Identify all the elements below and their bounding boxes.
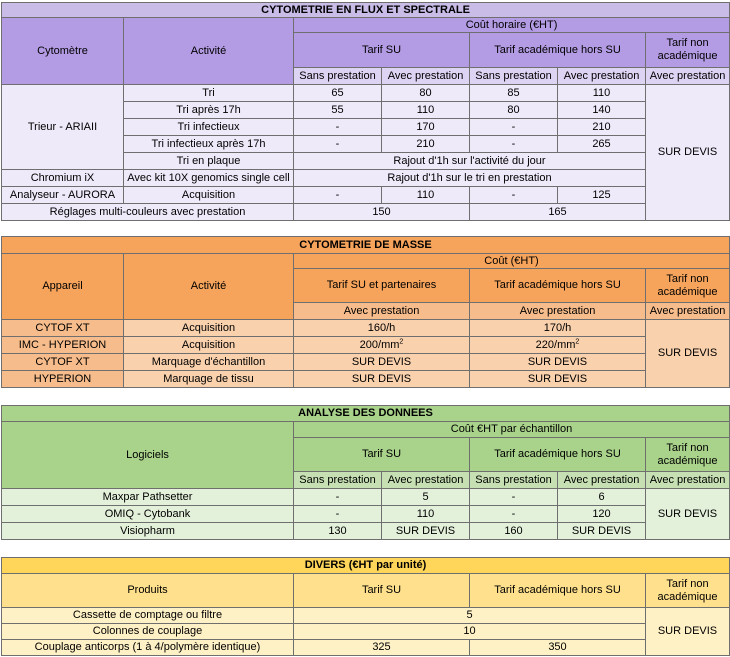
analyse-ac-avec-header: Avec prestation (558, 472, 646, 489)
table-row (2, 354, 730, 371)
value-cell: 210 (382, 136, 470, 153)
reglages-su: 150 (294, 204, 470, 221)
table-row (2, 506, 730, 523)
value-cell: $200/mm^2$ (294, 337, 470, 354)
ac-sans-header: Sans prestation (470, 68, 558, 85)
value-cell: 265 (558, 136, 646, 153)
divers-sur-devis: SUR DEVIS (646, 608, 730, 656)
table-row (2, 187, 730, 204)
value-cell: 110 (382, 102, 470, 119)
flux-sur-devis: SUR DEVIS (646, 85, 730, 221)
divers-table (1, 557, 730, 656)
analyse-non-acad-avec-header: Avec prestation (646, 472, 730, 489)
value-cell: 160/h (294, 320, 470, 337)
cout-horaire-header: Coût horaire (€HT) (294, 18, 730, 33)
value-cell: SUR DEVIS (382, 523, 470, 540)
value-cell: - (294, 136, 382, 153)
analyse-su-sans-header: Sans prestation (294, 472, 382, 489)
produit-cell: Couplage anticorps (1 à 4/polymère identique) (2, 640, 294, 656)
table-row (2, 608, 730, 624)
activite-cell: Tri en plaque (124, 153, 294, 170)
table-row (2, 489, 730, 506)
masse-tarif-su-header: Tarif SU et partenaires (294, 269, 470, 303)
table-row (2, 523, 730, 540)
analyse-table (1, 405, 730, 540)
trieur-label: Trieur - ARIAII (2, 85, 124, 170)
masse-table (1, 236, 730, 388)
col-produits: Produits (2, 574, 294, 608)
value-cell: - (294, 489, 382, 506)
table-row (2, 170, 730, 187)
activite-cell: Acquisition (124, 187, 294, 204)
divers-tarif-acad-header: Tarif académique hors SU (470, 574, 646, 608)
divers-tarif-su-header: Tarif SU (294, 574, 470, 608)
value-cell: SUR DEVIS (294, 371, 470, 388)
activite-cell: Tri après 17h (124, 102, 294, 119)
ac-avec-header: Avec prestation (558, 68, 646, 85)
value-cell: 10 (294, 624, 646, 640)
activite-cell: Tri infectieux après 17h (124, 136, 294, 153)
value-cell: 110 (558, 85, 646, 102)
divers-tarif-non-acad-header: Tarif non académique (646, 574, 730, 608)
value-cell: SUR DEVIS (470, 371, 646, 388)
tarif-su-header: Tarif SU (294, 33, 470, 68)
value-cell: 130 (294, 523, 382, 540)
masse-title: CYTOMETRIE DE MASSE (2, 237, 730, 254)
activite-cell: Avec kit 10X genomics single cell (124, 170, 294, 187)
col-activite: Activité (124, 254, 294, 320)
reglages-ac: 165 (470, 204, 646, 221)
flux-table (1, 2, 730, 221)
non-acad-avec-header: Avec prestation (646, 68, 730, 85)
table-row (2, 85, 730, 102)
table-row (2, 624, 730, 640)
produit-cell: Cassette de comptage ou filtre (2, 608, 294, 624)
col-logiciels: Logiciels (2, 422, 294, 489)
analyse-tarif-su-header: Tarif SU (294, 438, 470, 472)
value-cell: - (470, 506, 558, 523)
value-cell: - (470, 136, 558, 153)
analyse-cout-header: Coût €HT par échantillon (294, 422, 730, 438)
value-cell: - (294, 187, 382, 204)
appareil-cell: CYTOF XT (2, 354, 124, 371)
value-cell: - (470, 187, 558, 204)
activite-cell: Tri (124, 85, 294, 102)
produit-cell: Colonnes de couplage (2, 624, 294, 640)
table-row (2, 371, 730, 388)
table-row (2, 320, 730, 337)
tri-plaque-note: Rajout d'1h sur l'activité du jour (294, 153, 646, 170)
masse-cout-header: Coût (€HT) (294, 254, 730, 269)
value-cell: - (294, 506, 382, 523)
value-cell: 80 (470, 102, 558, 119)
masse-su-avec-header: Avec prestation (294, 303, 470, 320)
table-row (2, 337, 730, 354)
activite-cell: Acquisition (124, 337, 294, 354)
value-cell: 85 (470, 85, 558, 102)
value-cell: 6 (558, 489, 646, 506)
col-appareil: Appareil (2, 254, 124, 320)
logiciel-cell: Visiopharm (2, 523, 294, 540)
value-cell: 170 (382, 119, 470, 136)
table-row (2, 204, 730, 221)
value-cell: 120 (558, 506, 646, 523)
appareil-cell: CYTOF XT (2, 320, 124, 337)
analyseur-label: Analyseur - AURORA (2, 187, 124, 204)
analyse-tarif-acad-header: Tarif académique hors SU (470, 438, 646, 472)
value-cell: 140 (558, 102, 646, 119)
value-cell: 170/h (470, 320, 646, 337)
activite-cell: Tri infectieux (124, 119, 294, 136)
logiciel-cell: Maxpar Pathsetter (2, 489, 294, 506)
col-activite: Activité (124, 18, 294, 85)
value-cell: $220/mm^2$ (470, 337, 646, 354)
value-cell: 5 (382, 489, 470, 506)
value-cell: - (470, 119, 558, 136)
su-avec-header: Avec prestation (382, 68, 470, 85)
activite-cell: Marquage d'échantillon (124, 354, 294, 371)
value-cell: 110 (382, 187, 470, 204)
analyse-sur-devis: SUR DEVIS (646, 489, 730, 540)
value-cell: 55 (294, 102, 382, 119)
value-cell: 5 (294, 608, 646, 624)
masse-sur-devis: SUR DEVIS (646, 320, 730, 388)
value-cell: - (294, 119, 382, 136)
value-cell: 325 (294, 640, 470, 656)
reglages-label: Réglages multi-couleurs avec prestation (2, 204, 294, 221)
value-cell: - (470, 489, 558, 506)
value-cell: 125 (558, 187, 646, 204)
value-cell: 65 (294, 85, 382, 102)
table-row (2, 640, 730, 656)
masse-tarif-acad-header: Tarif académique hors SU (470, 269, 646, 303)
appareil-cell: IMC - HYPERION (2, 337, 124, 354)
divers-title: DIVERS (€HT par unité) (2, 558, 730, 574)
analyse-title: ANALYSE DES DONNEES (2, 406, 730, 422)
value-cell: 210 (558, 119, 646, 136)
col-cytometre: Cytomètre (2, 18, 124, 85)
analyse-tarif-non-acad-header: Tarif non académique (646, 438, 730, 472)
activite-cell: Marquage de tissu (124, 371, 294, 388)
value-cell: SUR DEVIS (558, 523, 646, 540)
tarif-acad-header: Tarif académique hors SU (470, 33, 646, 68)
value-cell: SUR DEVIS (294, 354, 470, 371)
analyse-su-avec-header: Avec prestation (382, 472, 470, 489)
value-cell: 80 (382, 85, 470, 102)
value-cell: SUR DEVIS (470, 354, 646, 371)
value-cell: 110 (382, 506, 470, 523)
tarif-non-acad-header: Tarif non académique (646, 33, 730, 68)
value-cell: 160 (470, 523, 558, 540)
su-sans-header: Sans prestation (294, 68, 382, 85)
masse-tarif-non-acad-header: Tarif non académique (646, 269, 730, 303)
masse-non-acad-avec-header: Avec prestation (646, 303, 730, 320)
analyse-ac-sans-header: Sans prestation (470, 472, 558, 489)
appareil-cell: HYPERION (2, 371, 124, 388)
logiciel-cell: OMIQ - Cytobank (2, 506, 294, 523)
flux-title: CYTOMETRIE EN FLUX ET SPECTRALE (2, 3, 730, 18)
chromium-label: Chromium iX (2, 170, 124, 187)
masse-ac-avec-header: Avec prestation (470, 303, 646, 320)
chromium-note: Rajout d'1h sur le tri en prestation (294, 170, 646, 187)
value-cell: 350 (470, 640, 646, 656)
activite-cell: Acquisition (124, 320, 294, 337)
